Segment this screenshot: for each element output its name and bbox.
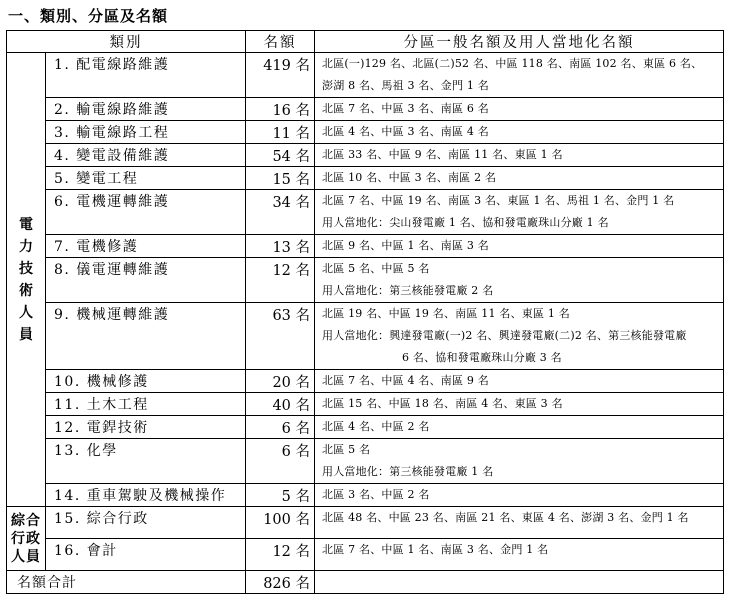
detail-line: 用人當地化：興達發電廠(一)2 名、興達發電廠(二)2 名、第三核能發電廠 xyxy=(322,329,687,342)
count-cell: 16 名 xyxy=(246,98,315,121)
count-cell: 12 名 xyxy=(246,539,315,571)
category-cell: 7. 電機修護 xyxy=(46,235,246,258)
category-header: 類別 xyxy=(7,31,246,53)
count-header: 名額 xyxy=(246,31,315,53)
count-cell: 6 名 xyxy=(246,439,315,484)
detail-cell xyxy=(315,393,724,416)
category-cell: 1. 配電線路維護 xyxy=(46,53,246,98)
header-row xyxy=(7,31,724,53)
detail-line: 北區 48 名、中區 23 名、南區 21 名、東區 4 名、澎湖 3 名、金門 1 名 xyxy=(322,511,689,524)
group-power-char: 人 xyxy=(19,304,33,321)
table-row xyxy=(7,144,724,167)
category-cell: 10. 機械修護 xyxy=(46,370,246,393)
count-cell: 100 名 xyxy=(246,507,315,539)
detail-line: 澎湖 8 名、馬祖 3 名、金門 1 名 xyxy=(322,79,489,92)
category-cell: 11. 土木工程 xyxy=(46,393,246,416)
detail-cell xyxy=(315,167,724,190)
group-admin-label: 綜合行政人員 xyxy=(7,507,46,571)
category-cell: 12. 電銲技術 xyxy=(46,416,246,439)
count-cell: 11 名 xyxy=(246,121,315,144)
table-row xyxy=(7,235,724,258)
table-row xyxy=(7,303,724,370)
count-cell: 419 名 xyxy=(246,53,315,98)
table-row xyxy=(7,190,724,235)
total-label: 名額合計 xyxy=(7,571,246,594)
count-cell: 15 名 xyxy=(246,167,315,190)
category-cell: 14. 重車駕駛及機械操作 xyxy=(46,484,246,507)
detail-cell xyxy=(315,303,724,370)
detail-cell xyxy=(315,439,724,484)
category-cell: 13. 化學 xyxy=(46,439,246,484)
count-cell: 5 名 xyxy=(246,484,315,507)
detail-cell xyxy=(315,190,724,235)
table-row xyxy=(7,258,724,303)
detail-header: 分區一般名額及用人當地化名額 xyxy=(315,31,724,53)
table-row xyxy=(7,121,724,144)
total-count: 826 名 xyxy=(246,571,315,594)
category-cell: 4. 變電設備維護 xyxy=(46,144,246,167)
detail-line: 用人當地化：尖山發電廠 1 名、協和發電廠珠山分廠 1 名 xyxy=(322,216,609,229)
detail-line: 北區 33 名、中區 9 名、南區 11 名、東區 1 名 xyxy=(322,148,563,161)
table-row xyxy=(7,539,724,571)
count-cell: 63 名 xyxy=(246,303,315,370)
detail-line: 6 名、協和發電廠珠山分廠 3 名 xyxy=(402,351,562,364)
group-power-char: 員 xyxy=(19,326,33,343)
group-power-label xyxy=(7,53,46,507)
table-row xyxy=(7,416,724,439)
detail-line: 北區 10 名、中區 3 名、南區 2 名 xyxy=(322,171,497,184)
detail-cell xyxy=(315,235,724,258)
section-heading: 一、類別、分區及名額 xyxy=(8,7,169,25)
detail-line: 北區 19 名、中區 19 名、南區 11 名、東區 1 名 xyxy=(322,307,570,320)
group-power-char: 力 xyxy=(19,238,33,255)
total-row xyxy=(7,571,724,594)
count-cell: 40 名 xyxy=(246,393,315,416)
detail-line: 北區 7 名、中區 1 名、南區 3 名、金門 1 名 xyxy=(322,543,549,556)
category-cell: 16. 會計 xyxy=(46,539,246,571)
detail-line: 北區(一)129 名、北區(二)52 名、中區 118 名、南區 102 名、東區 6 名、 xyxy=(322,57,703,70)
detail-cell xyxy=(315,121,724,144)
detail-cell xyxy=(315,370,724,393)
category-cell: 8. 儀電運轉維護 xyxy=(46,258,246,303)
detail-line: 北區 5 名 xyxy=(322,443,371,456)
detail-line: 北區 15 名、中區 18 名、南區 4 名、東區 3 名 xyxy=(322,397,563,410)
detail-line: 北區 4 名、中區 3 名、南區 4 名 xyxy=(322,125,489,138)
detail-line: 北區 4 名、中區 2 名 xyxy=(322,420,430,433)
count-cell: 54 名 xyxy=(246,144,315,167)
count-cell: 6 名 xyxy=(246,416,315,439)
detail-line: 北區 7 名、中區 19 名、南區 3 名、東區 1 名、馬祖 1 名、金門 1 名 xyxy=(322,194,675,207)
category-cell: 15. 綜合行政 xyxy=(46,507,246,539)
detail-line: 北區 3 名、中區 2 名 xyxy=(322,488,430,501)
table-row xyxy=(7,53,724,98)
detail-line: 用人當地化：第三核能發電廠 1 名 xyxy=(322,465,494,478)
detail-cell xyxy=(315,258,724,303)
detail-cell xyxy=(315,98,724,121)
detail-cell xyxy=(315,484,724,507)
table-row xyxy=(7,393,724,416)
table-row xyxy=(7,98,724,121)
group-power-char: 技 xyxy=(19,260,33,277)
count-cell: 12 名 xyxy=(246,258,315,303)
table-row xyxy=(7,167,724,190)
total-detail xyxy=(315,571,724,594)
detail-cell xyxy=(315,53,724,98)
category-cell: 6. 電機運轉維護 xyxy=(46,190,246,235)
table-row xyxy=(7,507,724,539)
detail-cell xyxy=(315,539,724,571)
group-power-char: 術 xyxy=(19,282,33,299)
count-cell: 34 名 xyxy=(246,190,315,235)
detail-cell xyxy=(315,144,724,167)
category-cell: 9. 機械運轉維護 xyxy=(46,303,246,370)
category-cell: 3. 輸電線路工程 xyxy=(46,121,246,144)
count-cell: 13 名 xyxy=(246,235,315,258)
table-row xyxy=(7,484,724,507)
detail-cell xyxy=(315,507,724,539)
count-cell: 20 名 xyxy=(246,370,315,393)
detail-cell xyxy=(315,416,724,439)
detail-line: 用人當地化：第三核能發電廠 2 名 xyxy=(322,284,494,297)
detail-line: 北區 5 名、中區 5 名 xyxy=(322,262,430,275)
detail-line: 北區 7 名、中區 4 名、南區 9 名 xyxy=(322,374,489,387)
table-row xyxy=(7,439,724,484)
category-cell: 5. 變電工程 xyxy=(46,167,246,190)
group-power-char: 電 xyxy=(19,216,33,233)
detail-line: 北區 9 名、中區 1 名、南區 3 名 xyxy=(322,239,489,252)
table-row xyxy=(7,370,724,393)
category-cell: 2. 輸電線路維護 xyxy=(46,98,246,121)
detail-line: 北區 7 名、中區 3 名、南區 6 名 xyxy=(322,102,489,115)
quota-table xyxy=(6,30,724,594)
